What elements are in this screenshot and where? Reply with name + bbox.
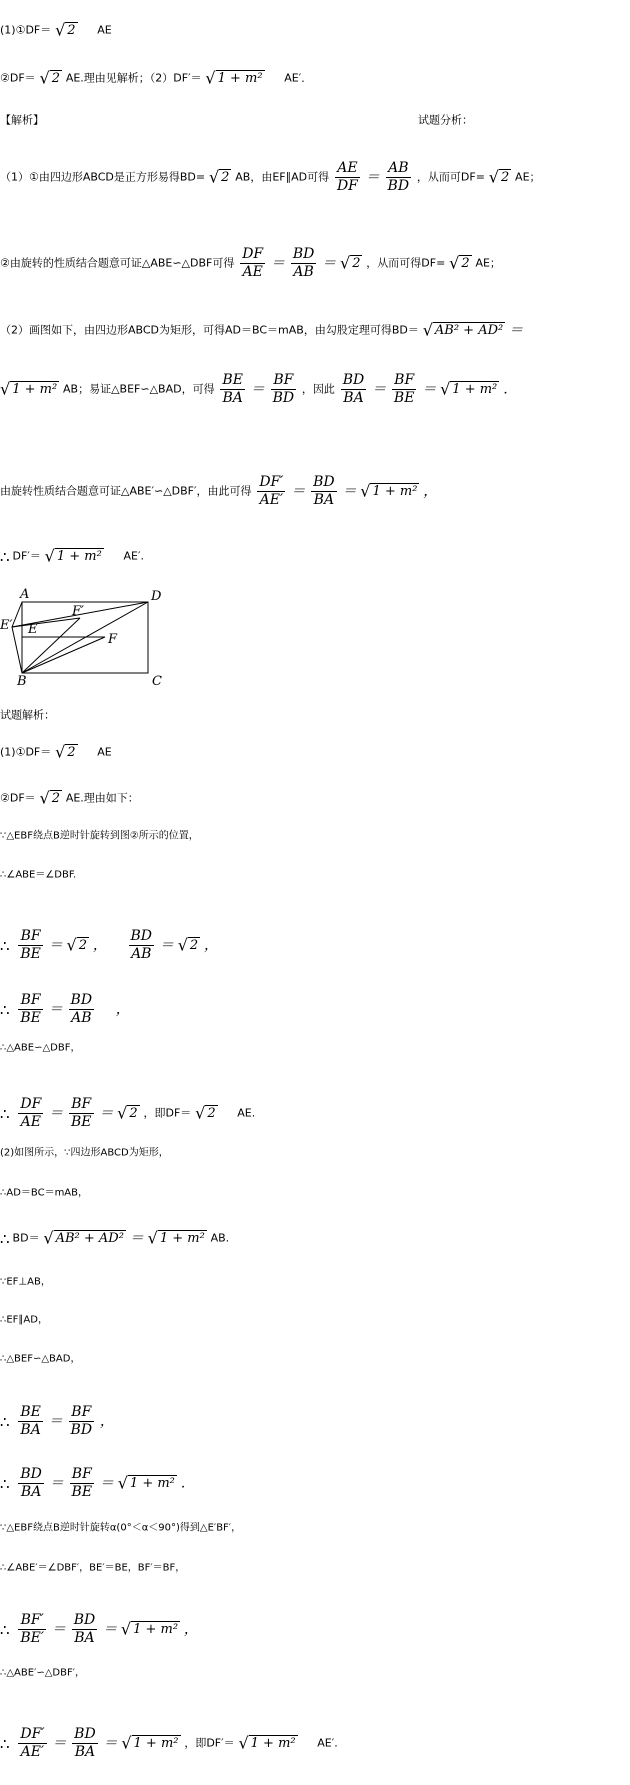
analysis-line-5: ∴ DF′＝ √ 1 + m² AE′.	[0, 546, 144, 566]
solution-line-13: ∴EF∥AD，	[0, 1314, 48, 1326]
analysis-line-3b: √ 1 + m² AB；易证△BEF∽△BAD，可得 $\frac{BE}{BA}$ ＝ $\frac{BF}{BD}$ ，因此 $\frac{BD}{BA}$ ＝ $\frac{BF}{BE}$ ＝ √ 1 + m² ．	[0, 372, 518, 406]
solution-line-14: ∴△BEF∽△BAD，	[0, 1353, 81, 1365]
answer-1-text: (1)①DF＝	[0, 23, 52, 37]
solution-line-7: ∴△ABE∽△DBF，	[0, 1042, 81, 1054]
solution-line-10: ∴AD＝BC＝mAB，	[0, 1187, 89, 1199]
label-E: E	[28, 622, 38, 637]
analysis-line-2: ②由旋转的性质结合题意可证△ABE∽△DBF可得 $\frac{DF}{AE}$ ＝ $\frac{BD}{AB}$ ＝ √ 2 ，从而可得DF= √ 2 AE；	[0, 246, 501, 280]
solution-line-5: ∴ $\frac{BF}{BE}$ ＝ √ 2 ， $\frac{BD}{AB}$ ＝ √ 2 ，	[0, 928, 218, 962]
analysis-line-3: （2）画图如下，由四边形ABCD为矩形，可得AD＝BC＝mAB，由勾股定理可得BD＝ √ AB² + AD² ＝	[0, 320, 524, 340]
sqrt-2: √ 2	[55, 20, 76, 40]
solution-line-18: ∴∠ABE′＝∠DBF′，BE′＝BE，BF′＝BF，	[0, 1562, 186, 1574]
solution-line-16: ∴ $\frac{BD}{BA}$ ＝ $\frac{BF}{BE}$ ＝ √ 1 + m² ．	[0, 1466, 195, 1500]
geometry-figure	[0, 585, 170, 685]
solution-line-17: ∵△EBF绕点B逆时针旋转α(0°＜α＜90°)得到△E′BF′，	[0, 1522, 242, 1534]
solution-line-11: ∴ BD＝ √ AB² + AD² ＝ √ 1 + m² AB.	[0, 1228, 230, 1248]
label-D: D	[151, 589, 162, 604]
solution-line-1: (1)①DF＝ √ 2 AE	[0, 742, 112, 762]
label-A: A	[20, 587, 30, 602]
solution-line-8: ∴ $\frac{DF}{AE}$ ＝ $\frac{BF}{BE}$ ＝ √ 2 ，即DF＝ √ 2 AE.	[0, 1096, 256, 1130]
solution-line-12: ∵EF⊥AB，	[0, 1276, 51, 1288]
label-C: C	[152, 674, 162, 685]
solution-line-9: (2)如图所示，∵四边形ABCD为矩形，	[0, 1147, 169, 1159]
solution-line-6: ∴ $\frac{BF}{BE}$ ＝ $\frac{BD}{AB}$ ，	[0, 992, 130, 1026]
analysis-header: 【解析】	[0, 113, 44, 127]
solution-title: 试题解析：	[0, 708, 55, 722]
analysis-title: 试题分析：	[418, 113, 473, 127]
solution-line-15: ∴ $\frac{BE}{BA}$ ＝ $\frac{BF}{BD}$ ，	[0, 1404, 114, 1438]
label-B: B	[17, 674, 27, 685]
label-Ep: E′	[0, 618, 13, 633]
answer-line-1: (1)①DF＝ √ 2 AE	[0, 20, 112, 40]
analysis-line-1: （1）①由四边形ABCD是正方形易得BD= √ 2 AB，由EF∥AD可得 $\frac{AE}{DF}$ ＝ $\frac{AB}{BD}$ ，从而可DF= √ 2 AE；	[0, 160, 541, 194]
label-Fp: F′	[72, 604, 84, 619]
sqrt-2: √ 2	[39, 68, 60, 88]
solution-line-4: ∴∠ABE＝∠DBF.	[0, 869, 77, 881]
solution-line-20: ∴△ABE′∽△DBF′，	[0, 1667, 85, 1679]
sqrt-1-plus-m2: √ 1 + m²	[205, 68, 263, 88]
solution-line-2: ②DF＝ √ 2 AE.理由如下：	[0, 788, 139, 808]
analysis-line-4: 由旋转性质结合题意可证△ABE′∽△DBF′，由此可得 $\frac{DF'}{AE'}$ ＝ $\frac{BD}{BA}$ ＝ √ 1 + m² ，	[0, 474, 438, 508]
solution-line-21: ∴ $\frac{DF'}{AE'}$ ＝ $\frac{BD}{BA}$ ＝ √ 1 + m² ，即DF′＝ √ 1 + m² AE′.	[0, 1726, 338, 1760]
solution-line-3: ∵△EBF绕点B逆时针旋转到图②所示的位置，	[0, 830, 199, 842]
label-F: F	[108, 632, 118, 647]
solution-line-19: ∴ $\frac{BF'}{BE'}$ ＝ $\frac{BD}{BA}$ ＝ √ 1 + m² ，	[0, 1612, 198, 1646]
answer-line-2: ②DF＝ √ 2 AE.理由见解析；（2）DF′＝ √ 1 + m² AE′．	[0, 68, 313, 88]
